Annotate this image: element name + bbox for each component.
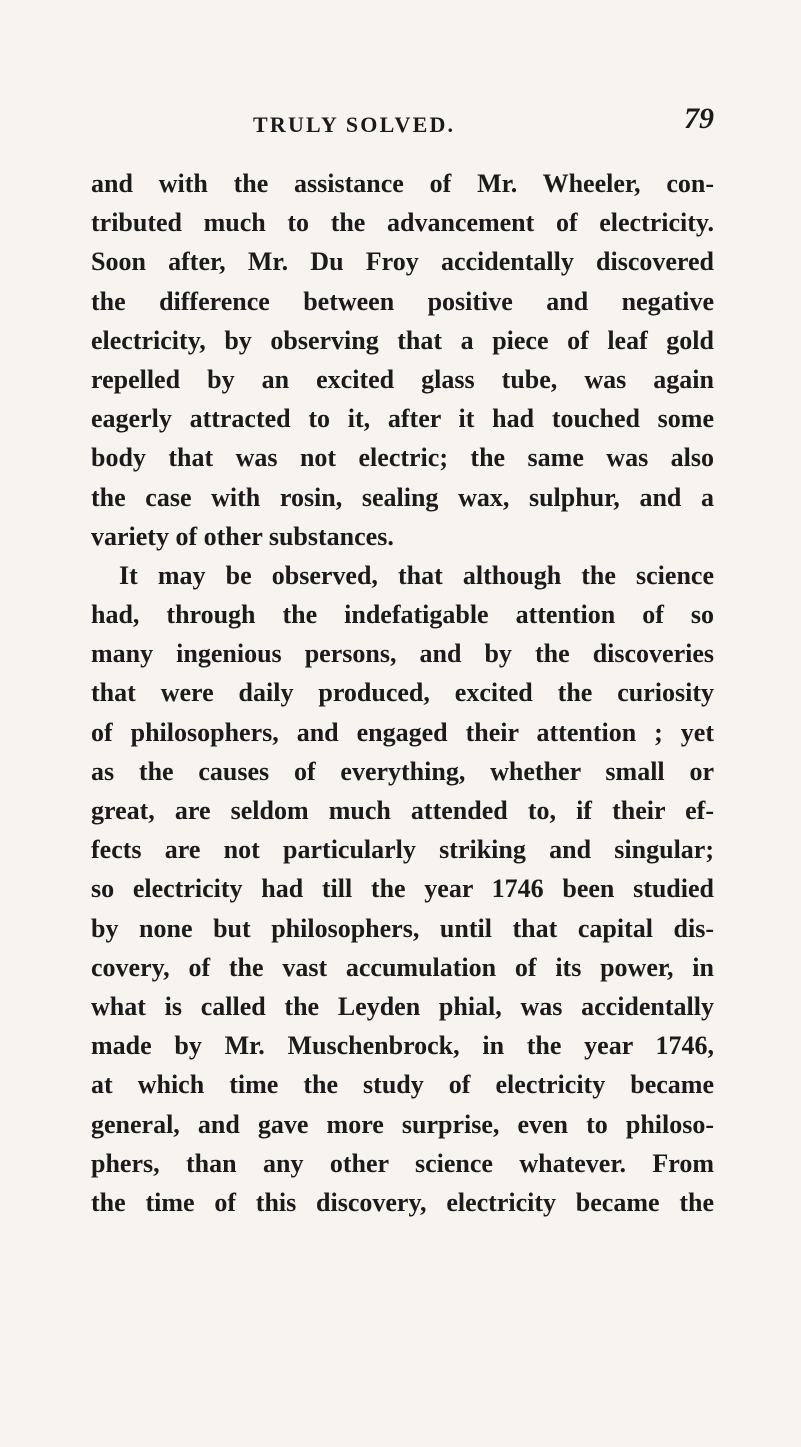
text-line: Soon after, Mr. Du Froy accidentally discovered xyxy=(91,247,714,277)
text-line: electricity, by observing that a piece of leaf gold xyxy=(91,325,714,355)
text-line: what is called the Leyden phial, was accidentally xyxy=(91,991,714,1021)
page-number: 79 xyxy=(684,102,714,135)
running-head: TRULY SOLVED. xyxy=(253,112,456,137)
text-line: many ingenious persons, and by the discoveries xyxy=(91,639,714,669)
text-line: the time of this discovery, electricity became the xyxy=(91,1187,714,1217)
text-line: variety of other substances. xyxy=(91,521,394,551)
body-text xyxy=(91,164,714,1222)
text-line: that were daily produced, excited the curiosity xyxy=(91,678,714,708)
text-line: so electricity had till the year 1746 been studied xyxy=(91,874,714,904)
text-line: general, and gave more surprise, even to philoso- xyxy=(91,1109,714,1139)
text-line: had, through the indefatigable attention of so xyxy=(91,600,714,630)
text-line: of philosophers, and engaged their attention ; yet xyxy=(91,717,714,747)
text-line: tributed much to the advancement of electricity. xyxy=(91,208,714,238)
text-line: at which time the study of electricity became xyxy=(91,1070,714,1100)
text-line: body that was not electric; the same was also xyxy=(91,443,714,473)
text-line: repelled by an excited glass tube, was again xyxy=(91,364,714,394)
text-line: fects are not particularly striking and singular; xyxy=(91,835,714,865)
text-line: the difference between positive and negative xyxy=(91,286,714,316)
page-header xyxy=(91,102,714,148)
text-line: It may be observed, that although the science xyxy=(119,560,714,590)
text-line: great, are seldom much attended to, if their ef- xyxy=(91,796,714,825)
text-line: eagerly attracted to it, after it had touched some xyxy=(91,404,714,434)
text-line: phers, than any other science whatever. From xyxy=(91,1148,714,1178)
text-line: covery, of the vast accumulation of its power, in xyxy=(91,952,714,982)
text-line: the case with rosin, sealing wax, sulphur, and a xyxy=(91,482,714,512)
text-line: as the causes of everything, whether small or xyxy=(91,756,714,786)
text-line: by none but philosophers, until that capital dis- xyxy=(91,913,714,943)
text-line: made by Mr. Muschenbrock, in the year 1746, xyxy=(91,1031,714,1061)
text-line: and with the assistance of Mr. Wheeler, con- xyxy=(91,169,714,198)
